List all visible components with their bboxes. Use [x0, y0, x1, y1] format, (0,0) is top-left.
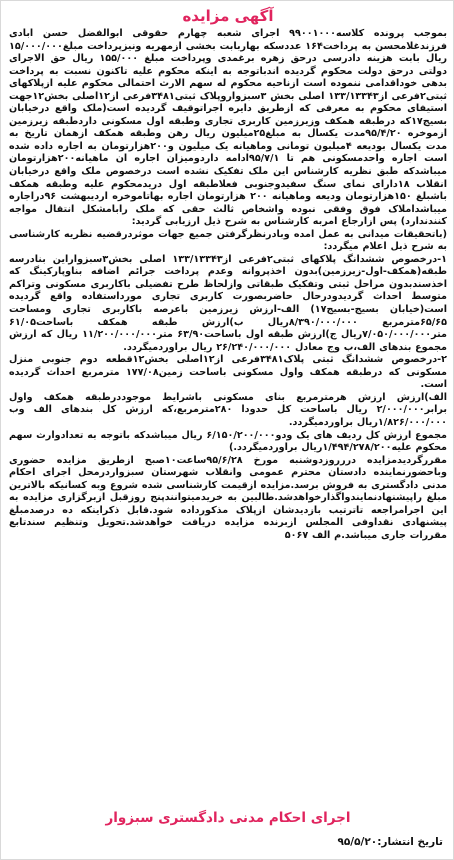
notice-paragraph: مجموع ارزش کل ردیف های یک ودو۶/۱۵۰/۲۰۰/۰۰۰ ریال میباشدکه باتوجه به تعدادوارث سهم محکوم علیه۱/۴۹۴/۲۷۸/۲۰۰ریال براوردمیگردد.): [9, 429, 447, 454]
notice-paragraph: (باتحقیقات میدانی به عمل امده وبادرنظرگرفتن جمیع جهات موثردرقضیه نظریه کارشناسی به شرح ذیل اعلام میگردد:: [9, 228, 447, 253]
publication-date: تاریخ انتشار:۹۵/۵/۲۰: [337, 836, 443, 848]
notice-paragraph: ۱-درخصوص ششدانگ پلاکهای ثبتی۲فرعی از۱۳۳/۱۳۳۴۳ اصلی بخش۳سبزواراین بنادرسه طبقه(همکف-اول-زیرزمین)بدون اخذپروانه وعدم پرداخت جرائم اضافه بناوپارکینگ که اخذسندبدون مراحل ثبتی وتفکیک طبقاتی وازلحاظ طرح تفضیلی باکاربری مسکونی وتراکم متوسط احداث گردیدودرحال حاضربصورت کاربری تجاری مورداستفاده واقع گردیده است(خیابان بسیج-بسیج۱۷) الف-ارزش زیرزمین باعرصه باکاربری تجاری ومساحت ۶۵/۶۵مترمربع ۸/۳۹۰/۰۰۰/۰۰۰ریال ب)ارزش طبقه همکف باساحت۶۱/۰۵ متر۷/۰۵۰/۰۰۰/۰۰۰ریال ج)ارزش طبقه اول باساحت۶۳/۹۰ متر۱۱/۲۰۰/۰۰۰/۰۰۰ ریال که ارزش مجموع بندهای الف،ب وج معادل ۲۶/۲۴۰/۰۰۰/۰۰۰ ریال براوردمیگردد.: [9, 253, 447, 353]
notice-paragraph: مقررگردیدمزایده دررروزدوشنبه مورخ ۹۵/۶/۲۸ساعت۱۰صبح ازطریق مزایده حضوری وباحضورنماینده دادستان محترم عمومی وانقلاب شهرستان سبزواردرمحل اجرای احکام مدنی دادگستری به فروش برسد.مزایده ازقیمت کارشناسی شده شروع وبه کسانیکه بالاترین مبلغ راپیشنهادنمایندواگذارخواهدشد.طالبین به خریدمیتوانندپنج روزقبل ازبرگزاری مزایده به این اجرامراجعه تاترتیب بازدیدشان ازپلاک مذکورداده شود.قابل ذکراینکه ده درصدمبلغ پیشنهادی نقداوفی المجلس ازبرنده مزایده دریافت خواهدشد.تحویل وتنظیم سندتابع مقررات جاری میباشد.م الف ۵۰۶۷: [9, 454, 447, 541]
notice-paragraph: الف)ارزش ارزش هرمترمربع بنای مسکونی باشرایط موجوددرطبقه همکف واول برابر۲/۰۰۰/۰۰۰ ریال باساحت کل حدودا ۲۸۰مترمربع،که ارزش کل بندهای الف وب ۱/۸۲۶/۰۰۰/۰۰۰ریال براوردمیگردد.: [9, 391, 447, 428]
notice-body: [9, 28, 447, 806]
notice-paragraph: بموجب پرونده کلاسه۹۹۰۰۱۰۰۰ اجرای شعبه چهارم حقوقی ابوالفضل حسن ابادی فرزندغلامحسن به پرداخت۱۶۴ عددسکه بهاربابت بخشی ازمهریه ونیزپرداخت مبلغ۱۵/۰۰۰/۰۰۰ ریال بابت هزینه دادرسی درحق زهره برغمدی وپرداخت مبلغ ۱۵۵/۰۰۰ ریال حق الاجرای دولتی درحق دولت محکوم گردیده اندباتوجه به اینکه محکوم علیه تاکنون نسبت به پرداخت بدهی خوداقدامی ننموده است ازناحیه محکوم له سهم الارث احتمالی محکوم علیه ازپلاکهای ثبتی۲فرعی از۱۳۳/۱۳۳۴۳ اصلی بخش ۳سبزواروپلاک ثبتی۳۴۸۱فرعی از۱۲اصلی بخش۱۲جهت استیفای محکوم به معرفی که ازطریق دایره اجراتوقیف گردیده است(ملک واقع درخیابان بسیج۱۷که درطبقه همکف وزیرزمین کاربری تجاری وطبقه اول مسکونی داردطبقه زیرزمین ازموخره ۹۵/۴/۲۰مدت یکسال به مبلغ۲۵میلیون ریال رهن وطبقه همکف ازهمان تاریخ به مدت یکسال بودیعه ۴میلیون تومانی وماهیانه یک میلیون و۲۰۰هزارتومان به اجاره داده شده است اجاره واحدمسکونی هم تا ۹۵/۷/۱ادامه داردومیزان اجاره ان ماهیانه۲۰۰هزارتومان میباشدکه طبق نظریه کارشناس این ملک تفکیک نشده است درخصوص ملک واقع درخیابان انقلاب ۱۸دارای نمای سنگ سفیدوجنوبی فعلاطبقه اول دریدمحکوم علیه وطبقه همکف باشبلغ ۱۵۰هزارتومان ودیعه وماهیانه ۲۰۰ هزارتومان اجاره بهاتاموخره اردیبهشت ۹۶دراجاره میباشداملاک فوق وفقی نبوده واشخاص ثالث حقی که ملک رابامشکل انتقال مواجه کنندندارد) پس ازارجاع امربه کارشناس به شرح ذیل ارزیابی گردید:: [9, 28, 447, 228]
notice-title: آگهی مزایده: [182, 7, 274, 25]
notice-paragraph: ۲-درخصوص ششدانگ ثبتی پلاک۳۴۸۱فرعی از۱۲اصلی بخش۱۲قطعه دوم جنوبی منزل مسکونی که درطبقه همکف واول مسکونی باساحت زمین۱۷۷/۰۸ مترمربع احداث گردیده است.: [9, 354, 447, 391]
issuer-title: اجرای احکام مدنی دادگستری سبزوار: [105, 810, 351, 826]
